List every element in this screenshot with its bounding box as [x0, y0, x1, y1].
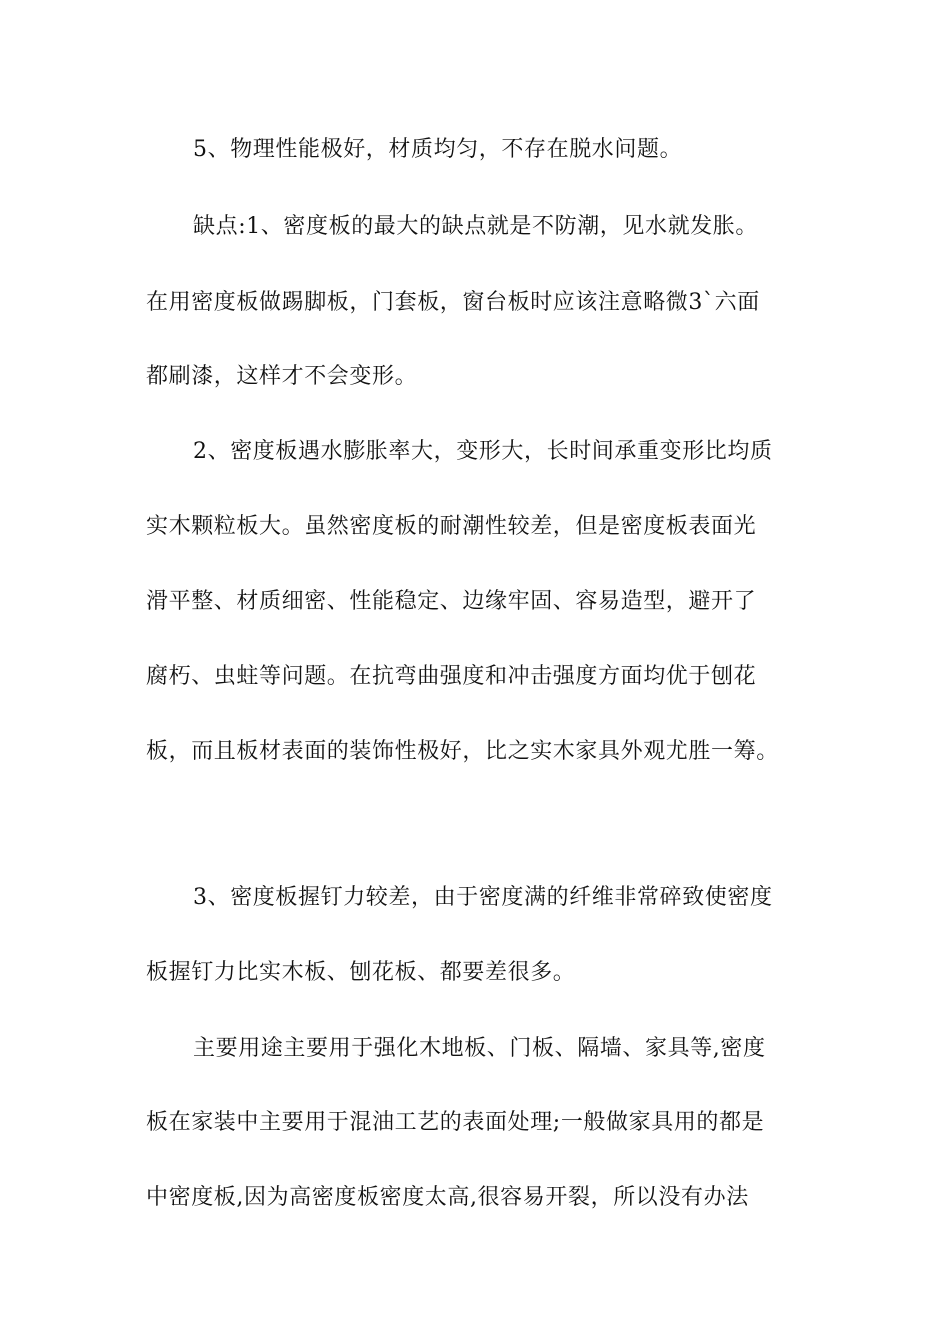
paragraph-line: 2、密度板遇水膨胀率大，变形大，长时间承重变形比均质 — [193, 439, 773, 464]
paragraph-line: 都刷漆，这样才不会变形。 — [146, 364, 418, 389]
paragraph-line: 在用密度板做踢脚板，门套板，窗台板时应该注意略微3`六面 — [146, 290, 760, 315]
paragraph-line: 缺点:1、密度板的最大的缺点就是不防潮，见水就发胀。 — [193, 214, 759, 239]
paragraph-line: 3、密度板握钉力较差，由于密度满的纤维非常碎致使密度 — [193, 885, 773, 910]
paragraph-line: 5、物理性能极好，材质均匀，不存在脱水问题。 — [193, 137, 683, 162]
paragraph-line: 板握钉力比实木板、刨花板、都要差很多。 — [146, 960, 576, 985]
paragraph-line: 中密度板,因为高密度板密度太高,很容易开裂，所以没有办法 — [146, 1185, 749, 1210]
paragraph-line: 腐朽、虫蛀等问题。在抗弯曲强度和冲击强度方面均优于刨花 — [146, 664, 757, 689]
paragraph-line: 板在家装中主要用于混油工艺的表面处理;一般做家具用的都是 — [146, 1110, 765, 1135]
paragraph-line: 实木颗粒板大。虽然密度板的耐潮性较差，但是密度板表面光 — [146, 514, 757, 539]
paragraph-line: 板，而且板材表面的装饰性极好，比之实木家具外观尤胜一筹。 — [146, 739, 779, 764]
paragraph-line: 主要用途主要用于强化木地板、门板、隔墙、家具等,密度 — [193, 1036, 766, 1061]
paragraph-line: 滑平整、材质细密、性能稳定、边缘牢固、容易造型，避开了 — [146, 589, 757, 614]
